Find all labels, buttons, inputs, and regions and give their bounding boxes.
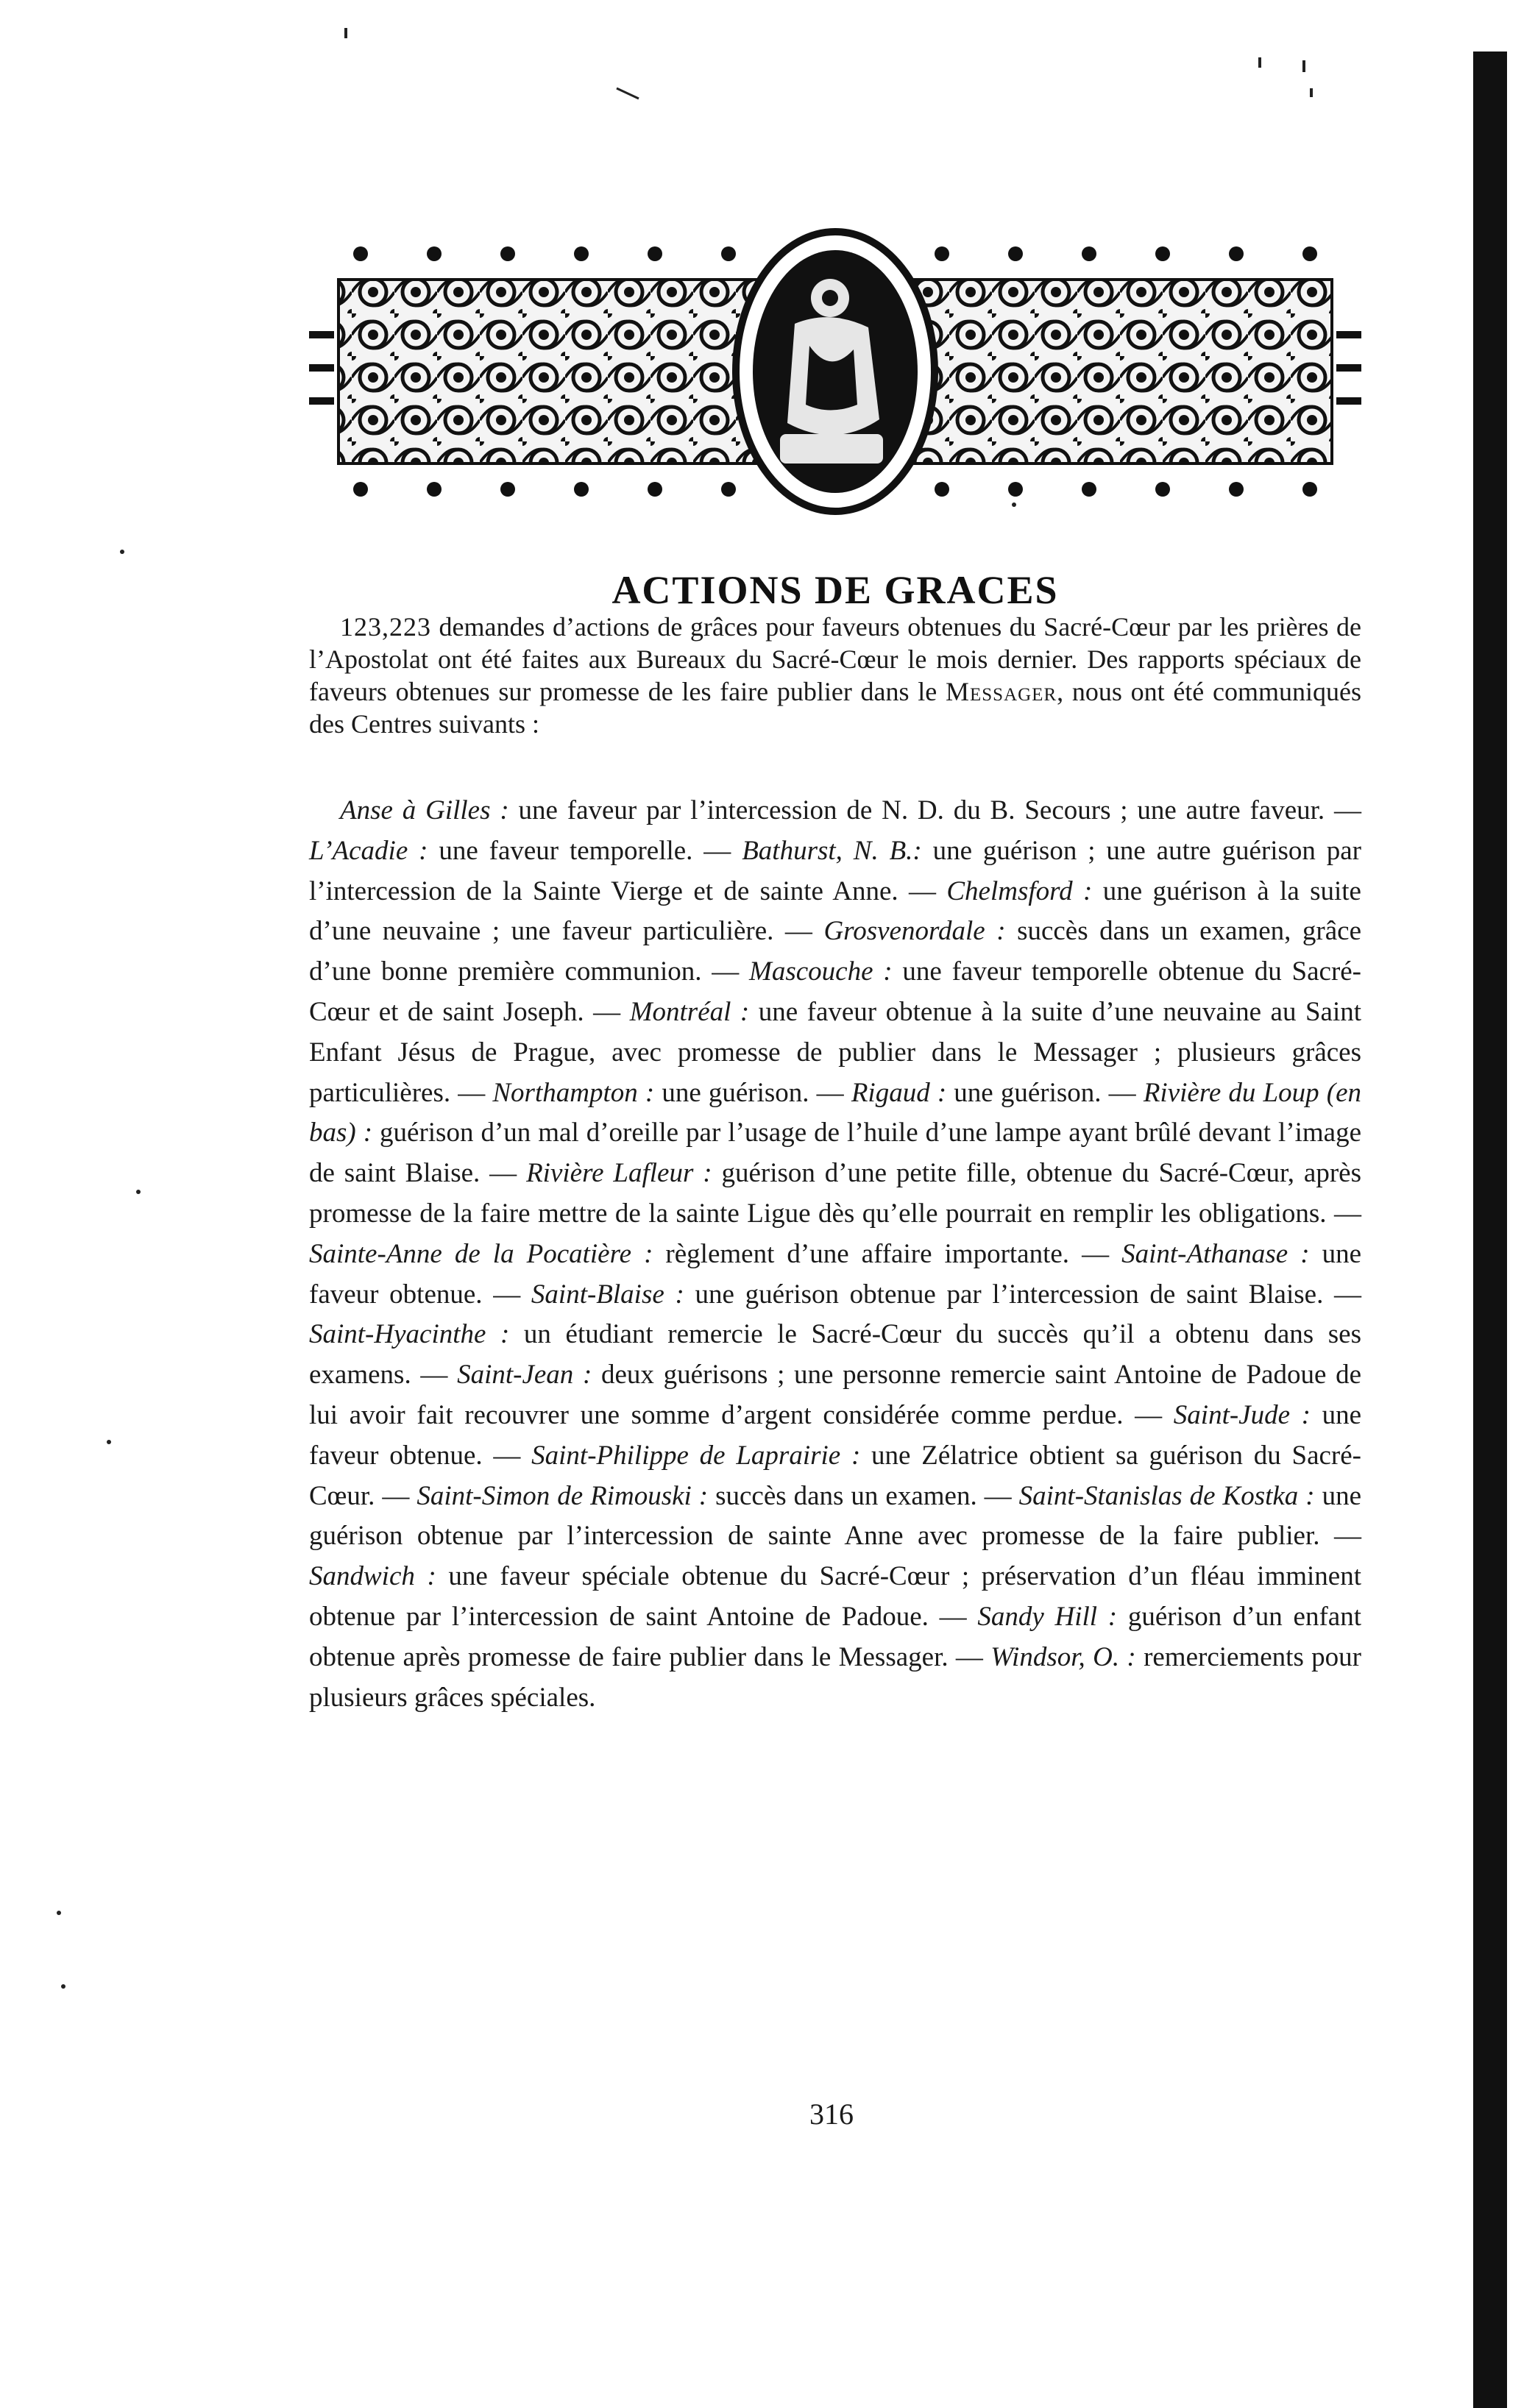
favour-entry: [492, 1078, 851, 1108]
place-name: Windsor, O. :: [990, 1641, 1136, 1672]
favour-text: une guérison. —: [654, 1077, 851, 1108]
place-name: Sandy Hill :: [977, 1601, 1118, 1632]
favour-entry: [531, 1279, 1361, 1310]
page-binding-edge: [1473, 52, 1507, 2408]
favour-text: guérison d’une petite fille, obtenue du Sacré-Cœur, après promesse de la faire mettre de la sainte Ligue dès qu’elle pourrait en remplir les obligations. —: [309, 1158, 1361, 1229]
place-name: Sainte-Anne de la Pocatière :: [309, 1238, 653, 1269]
favour-text: guérison d’un mal d’oreille par l’usage de l’huile d’une lampe ayant brûlé devant l’image de saint Blaise. —: [309, 1118, 1362, 1189]
favour-text: règlement d’une affaire importante. —: [653, 1238, 1122, 1269]
favour-text: une faveur temporelle obtenue du Sacré-Cœur et de saint Joseph. —: [309, 956, 1362, 1027]
place-name: Sandwich :: [309, 1561, 436, 1592]
request-count: 123,223: [340, 612, 431, 642]
place-name: Anse à Gilles :: [340, 795, 509, 825]
favour-text: remerciements pour plusieurs grâces spéciales.: [309, 1641, 1361, 1713]
place-name: L’Acadie :: [309, 835, 428, 866]
favour-entry: [416, 1481, 1018, 1511]
place-name: Saint-Simon de Rimouski :: [416, 1480, 709, 1511]
favour-text: une guérison. —: [946, 1077, 1144, 1108]
favour-entry: [309, 836, 742, 866]
page-number: 316: [809, 2098, 854, 2131]
favour-entry: [309, 1239, 1121, 1269]
page-heading: ACTIONS DE GRACES: [611, 568, 1059, 613]
place-name: Saint-Blaise :: [531, 1279, 684, 1310]
place-name: Rivière du Loup (en bas) :: [309, 1077, 1361, 1148]
ornamental-headpiece: [309, 228, 1361, 515]
place-name: Rigaud :: [851, 1077, 947, 1108]
place-name: Northampton :: [492, 1077, 655, 1108]
favour-text: succès dans un examen, grâce d’une bonne première communion. —: [309, 916, 1361, 987]
favour-text: une faveur obtenue. —: [309, 1399, 1362, 1471]
favour-text: deux guérisons ; une personne remercie saint Antoine de Padoue de lui avoir fait recouvrer une somme d’argent considérée comme perdue. —: [309, 1360, 1361, 1430]
favour-text: une guérison obtenue par l’intercession de saint Blaise. —: [684, 1279, 1362, 1310]
place-name: Saint-Hyacinthe :: [309, 1319, 510, 1350]
place-name: Saint-Jude :: [1173, 1399, 1311, 1430]
favour-text: une guérison ; une autre guérison par l’intercession de la Sainte Vierge et de sainte Anne. —: [309, 835, 1362, 906]
place-name: Saint-Jean :: [457, 1360, 592, 1391]
favour-text: une faveur obtenue à la suite d’une neuvaine au Saint Enfant Jésus de Prague, avec promesse de publier dans le Messager ; plusieurs grâces particulières. —: [309, 996, 1362, 1108]
favour-entry: [851, 1078, 1144, 1108]
intro-text-end: , nous ont été communiqués des Centres suivants :: [309, 677, 1361, 739]
place-name: Bathurst, N. B.:: [742, 835, 922, 866]
favours-paragraph: [309, 791, 1361, 1718]
place-name: Saint-Philippe de Laprairie :: [531, 1440, 861, 1471]
place-name: Saint-Stanislas de Kostka :: [1018, 1480, 1315, 1511]
favour-entry: [340, 795, 1361, 825]
favour-text: guérison d’un enfant obtenue après promesse de faire publier dans le Messager. —: [309, 1601, 1361, 1672]
place-name: Rivière Lafleur :: [526, 1158, 712, 1189]
intro-paragraph: [309, 611, 1361, 740]
favour-text: une guérison à la suite d’une neuvaine ; une faveur particulière. —: [309, 876, 1361, 947]
place-name: Mascouche :: [749, 956, 893, 987]
intro-text: demandes d’actions de grâces pour faveurs obtenues du Sacré-Cœur par les prières de l’Apostolat ont été faites aux Bureaux du Sacré-Cœur le mois dernier. Des rapports spéciaux de faveurs obtenues sur promesse de les faire publier dans le: [309, 612, 1361, 706]
place-name: Montréal :: [629, 996, 750, 1027]
favour-text: une faveur temporelle. —: [428, 835, 742, 866]
favour-text: une faveur obtenue. —: [309, 1238, 1361, 1310]
place-name: Grosvenordale :: [823, 916, 1006, 947]
favour-text: une guérison obtenue par l’intercession de sainte Anne avec promesse de la faire publier. —: [309, 1480, 1362, 1552]
messager-title: Messager: [945, 677, 1057, 706]
favour-text: succès dans un examen. —: [708, 1480, 1019, 1511]
place-name: Saint-Athanase :: [1121, 1238, 1310, 1269]
favour-text: une faveur spéciale obtenue du Sacré-Cœur ; préservation d’un fléau imminent obtenue par l’intercession de saint Antoine de Padoue. —: [309, 1561, 1361, 1632]
favour-text: une Zélatrice obtient sa guérison du Sacré-Cœur. —: [309, 1440, 1361, 1511]
favour-text: une faveur par l’intercession de N. D. du B. Secours ; une autre faveur. —: [508, 795, 1362, 825]
place-name: Chelmsford :: [946, 876, 1093, 906]
favour-text: un étudiant remercie le Sacré-Cœur du succès qu’il a obtenu dans ses examens. —: [309, 1319, 1361, 1391]
